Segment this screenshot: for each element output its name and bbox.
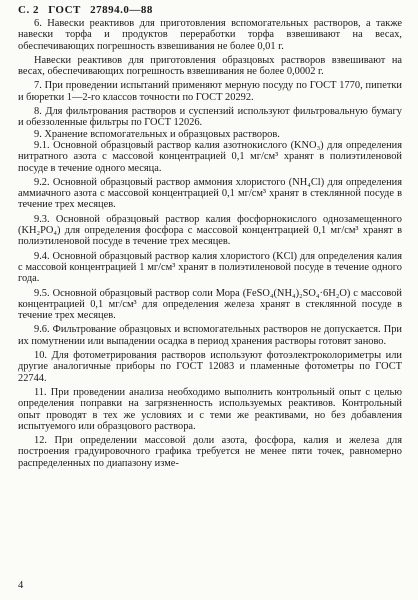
- standard-label: ГОСТ: [48, 4, 81, 16]
- document-body: [18, 18, 402, 469]
- paragraph-9-2: 9.2. Основной образцовый раствор аммония хлористого (NH₄Cl) для определения аммиачного азота с массовой концентрацией 0,1 мг/см³ хранят в стеклянной посуде в течение трех месяцев.: [18, 176, 402, 211]
- page-label: С. 2: [18, 4, 39, 16]
- paragraph-9: 9. Хранение вспомогательных и образцовых растворов.: [34, 128, 280, 140]
- paragraph-11: 11. При проведении анализа необходимо выполнить контрольный опыт с целью определения поправки на загрязненность используемых реактивов. Контрольный опыт проводят в тех же условиях и с теми же реактивами, но без добавления испытуемого или образцового раствора.: [18, 386, 402, 432]
- paragraph-9-1: 9.1. Основной образцовый раствор калия азотнокислого (KNO₃) для определения нитратного азота с массовой концентрацией 0,1 мг/см³ хранят в полиэтиленовой посуде в течение одного месяца.: [18, 139, 402, 174]
- standard-number: 27894.0—88: [90, 4, 153, 16]
- paragraph-9-4: 9.4. Основной образцовый раствор калия хлористого (KCl) для определения калия с массовой концентрацией 1 мг/см³ хранят в полиэтиленовой посуде в течение одного года.: [18, 250, 402, 285]
- paragraph-6: 6. Навески реактивов для приготовления вспомогательных растворов, а также навески торфа и продуктов переработки торфа взвешивают на весах, обеспечивающих погрешность взвешивания не более 0,01 г.: [18, 18, 402, 52]
- page-header: [18, 4, 159, 16]
- paragraph-7: 7. При проведении испытаний применяют мерную посуду по ГОСТ 1770, пипетки и бюретки 1—2-го классов точности по ГОСТ 20292.: [18, 80, 402, 103]
- paragraph-6-cont: Навески реактивов для приготовления образцовых растворов взвешивают на весах, обеспечивающих погрешность взвешивания не более 0,0002 г.: [18, 54, 402, 78]
- paragraph-9-6: 9.6. Фильтрование образцовых и вспомогательных растворов не допускается. При их помутнении или выпадении осадка в период хранения растворы готовят заново.: [18, 324, 402, 347]
- paragraph-12: 12. При определении массовой доли азота, фосфора, калия и железа для построения градуировочного графика требуется не менее пяти точек, равномерно распределенных по диапазону изме-: [18, 435, 402, 469]
- paragraph-9-3: 9.3. Основной образцовый раствор калия фосфорнокислого однозамещенного (KH₂PO₄) для определения фосфора с массовой концентрацией 0,1 мг/см³ хранят в полиэтиленовой посуде в течение трех месяцев.: [18, 213, 402, 248]
- paragraph-8: 8. Для фильтрования растворов и суспензий используют фильтровальную бумагу и обеззоленные фильтры по ГОСТ 12026.: [18, 106, 402, 129]
- paragraph-9-5: 9.5. Основной образцовый раствор соли Мора (FeSO₄(NH₄)₂SO₄·6H₂O) с массовой концентрацией 0,1 мг/см³ для определения железа хранят в стеклянной посуде в течение трех месяцев.: [18, 287, 402, 322]
- page-number: 4: [18, 580, 24, 591]
- paragraph-10: 10. Для фотометрирования растворов используют фотоэлектроколориметры или другие аналогичные приборы по ГОСТ 12083 и пламенные фотометры по ГОСТ 22744.: [18, 350, 402, 384]
